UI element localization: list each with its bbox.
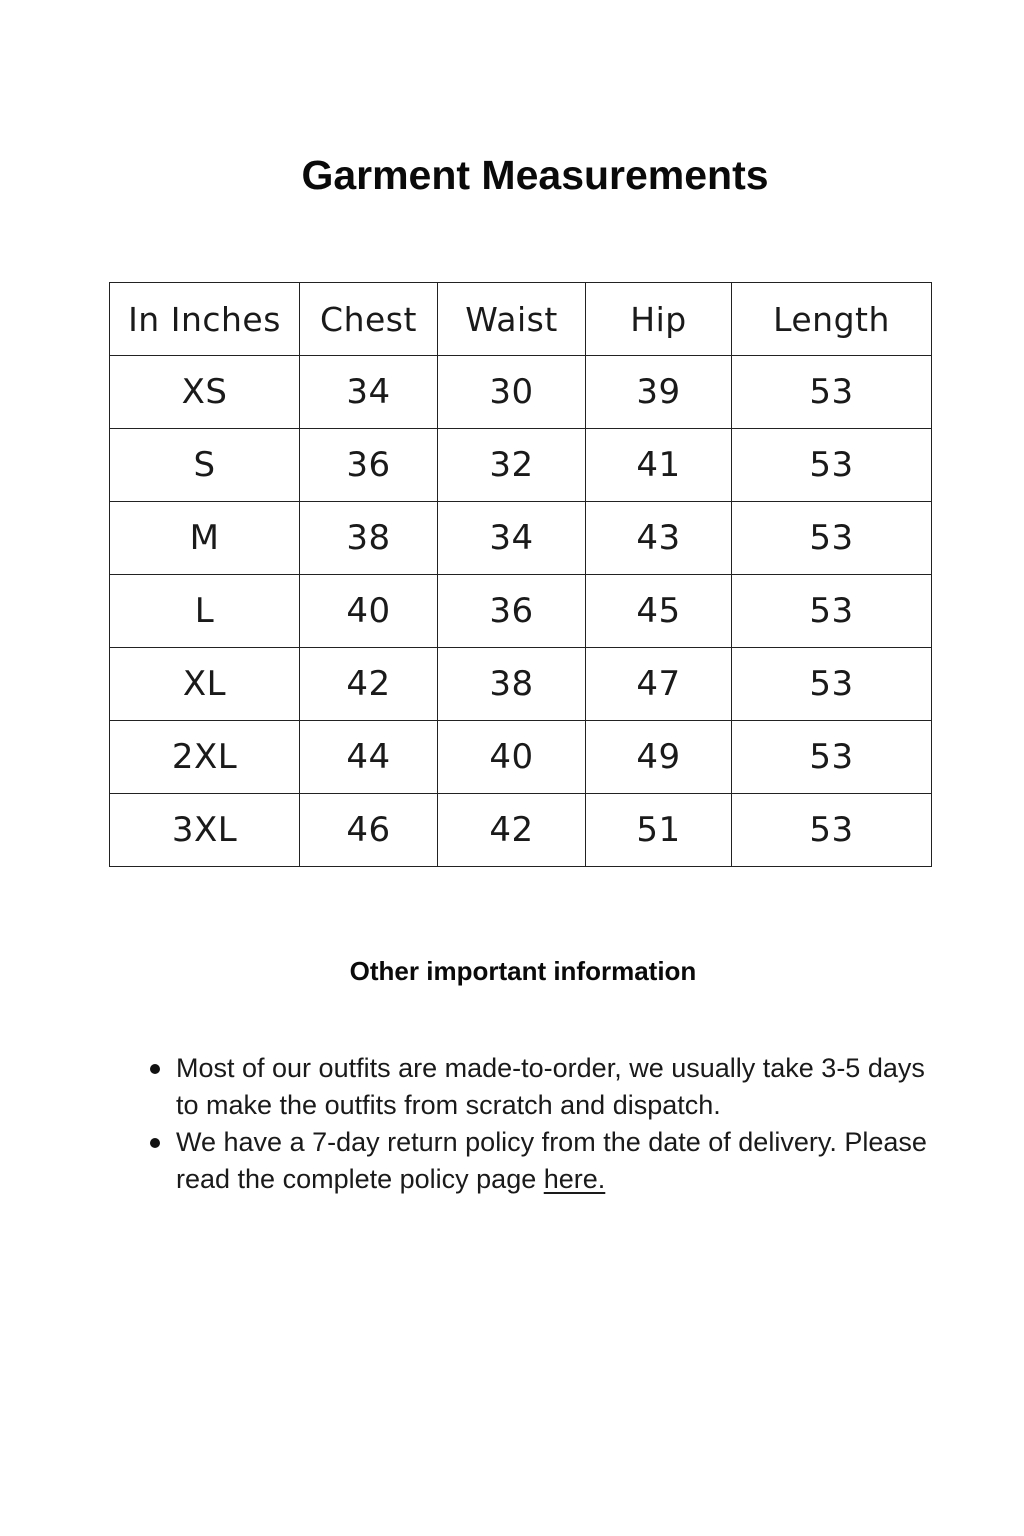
length-value: 53 (732, 356, 932, 429)
chest-value: 38 (300, 502, 438, 575)
table-row (110, 429, 932, 502)
waist-value: 42 (438, 794, 586, 867)
waist-value: 30 (438, 356, 586, 429)
waist-value: 40 (438, 721, 586, 794)
length-value: 53 (732, 794, 932, 867)
info-list (148, 1050, 948, 1198)
column-header-unit: In Inches (110, 283, 300, 356)
info-text: We have a 7-day return policy from the date of delivery. Please read the complete policy page (176, 1127, 927, 1194)
chest-value: 46 (300, 794, 438, 867)
length-value: 53 (732, 502, 932, 575)
hip-value: 47 (586, 648, 732, 721)
table-row (110, 794, 932, 867)
length-value: 53 (732, 429, 932, 502)
length-value: 53 (732, 721, 932, 794)
policy-link[interactable]: here. (543, 1164, 606, 1194)
list-item (148, 1050, 948, 1124)
chest-value: 42 (300, 648, 438, 721)
hip-value: 41 (586, 429, 732, 502)
waist-value: 36 (438, 575, 586, 648)
length-value: 53 (732, 575, 932, 648)
column-header-hip: Hip (586, 283, 732, 356)
waist-value: 32 (438, 429, 586, 502)
hip-value: 43 (586, 502, 732, 575)
size-label: M (110, 502, 300, 575)
hip-value: 51 (586, 794, 732, 867)
measurement-table (109, 282, 932, 867)
table-row (110, 575, 932, 648)
chest-value: 36 (300, 429, 438, 502)
size-label: S (110, 429, 300, 502)
chest-value: 34 (300, 356, 438, 429)
chest-value: 40 (300, 575, 438, 648)
hip-value: 45 (586, 575, 732, 648)
list-item (148, 1124, 948, 1198)
bullet-icon (150, 1138, 160, 1148)
page-title: Garment Measurements (301, 152, 769, 198)
chest-value: 44 (300, 721, 438, 794)
table-header-row (110, 283, 932, 356)
column-header-chest: Chest (300, 283, 438, 356)
table-row (110, 721, 932, 794)
table-row (110, 356, 932, 429)
size-label: XL (110, 648, 300, 721)
size-label: 2XL (110, 721, 300, 794)
info-text: Most of our outfits are made-to-order, we usually take 3-5 days to make the outfits from scratch and dispatch. (176, 1053, 925, 1120)
table-row (110, 502, 932, 575)
info-heading: Other important information (349, 956, 697, 986)
length-value: 53 (732, 648, 932, 721)
column-header-waist: Waist (438, 283, 586, 356)
table-row (110, 648, 932, 721)
hip-value: 39 (586, 356, 732, 429)
size-label: 3XL (110, 794, 300, 867)
waist-value: 38 (438, 648, 586, 721)
column-header-length: Length (732, 283, 932, 356)
size-label: XS (110, 356, 300, 429)
hip-value: 49 (586, 721, 732, 794)
bullet-icon (150, 1064, 160, 1074)
size-label: L (110, 575, 300, 648)
waist-value: 34 (438, 502, 586, 575)
